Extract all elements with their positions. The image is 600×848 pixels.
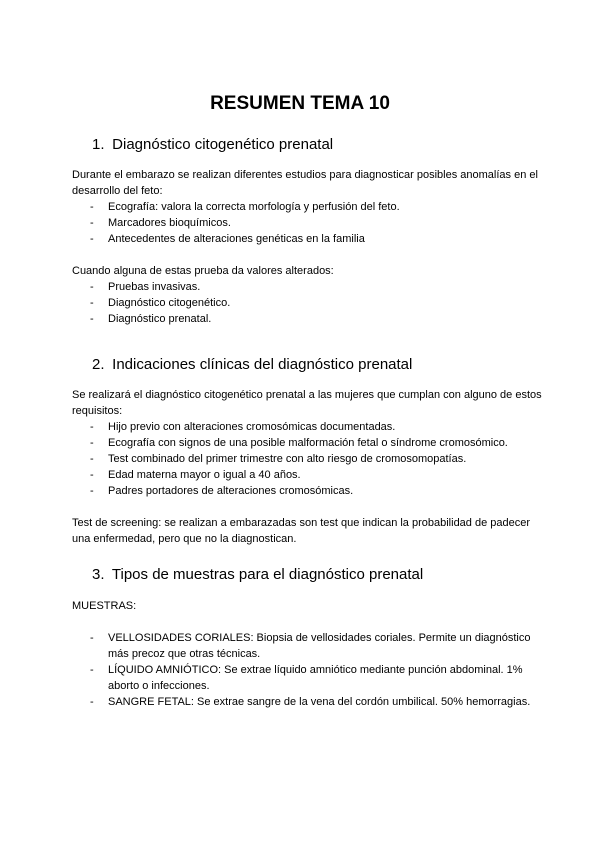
paragraph: MUESTRAS: (72, 600, 137, 612)
section-number: 3. (92, 566, 105, 583)
section-body (72, 598, 542, 710)
list-item: - Diagnóstico prenatal. (72, 311, 542, 327)
list-item: - SANGRE FETAL: Se extrae sangre de la vena del cordón umbilical. 50% hemorragias. (72, 694, 542, 710)
list-item: - Ecografía con signos de una posible malformación fetal o síndrome cromosómico. (72, 435, 542, 451)
list-item: - Padres portadores de alteraciones cromosómicas. (72, 483, 542, 499)
bullet-list (72, 279, 542, 327)
section-body (72, 387, 542, 547)
section-title: Tipos de muestras para el diagnóstico prenatal (111, 566, 424, 583)
paragraph: Test de screening: se realizan a embarazadas son test que indican la probabilidad de padecer una enfermedad, pero que no la diagnostican. (72, 517, 531, 545)
list-item: - LÍQUIDO AMNIÓTICO: Se extrae líquido amniótico mediante punción abdominal. 1% aborto o infecciones. (72, 662, 542, 694)
paragraph: Durante el embarazo se realizan diferentes estudios para diagnosticar posibles anomalías en el desarrollo del feto: (72, 169, 538, 197)
section-number: 2. (92, 356, 105, 373)
list-item: - Marcadores bioquímicos. (72, 215, 542, 231)
list-item: - Diagnóstico citogenético. (72, 295, 542, 311)
section-title: Indicaciones clínicas del diagnóstico prenatal (112, 356, 413, 373)
list-item: - Hijo previo con alteraciones cromosómicas documentadas. (72, 419, 542, 435)
bullet-list (72, 630, 542, 710)
section-title: Diagnóstico citogenético prenatal (112, 136, 334, 153)
paragraph: Cuando alguna de estas prueba da valores alterados: (72, 265, 334, 277)
section-body (72, 167, 542, 327)
section-heading (92, 566, 423, 583)
list-item: - Ecografía: valora la correcta morfología y perfusión del feto. (72, 199, 542, 215)
section-heading (92, 136, 333, 153)
paragraph: Se realizará el diagnóstico citogenético prenatal a las mujeres que cumplan con alguno de estos requisitos: (72, 389, 542, 417)
list-item: - Test combinado del primer trimestre con alto riesgo de cromosomopatías. (72, 451, 542, 467)
list-item: - Edad materna mayor o igual a 40 años. (72, 467, 542, 483)
list-item: - VELLOSIDADES CORIALES: Biopsia de vellosidades coriales. Permite un diagnóstico más precoz que otras técnicas. (72, 630, 542, 662)
list-item: - Pruebas invasivas. (72, 279, 542, 295)
list-item: - Antecedentes de alteraciones genéticas en la familia (72, 231, 542, 247)
bullet-list (72, 199, 542, 247)
section-number: 1. (92, 136, 105, 153)
document-title: RESUMEN TEMA 10 (210, 93, 390, 114)
section-heading (92, 356, 412, 373)
bullet-list (72, 419, 542, 499)
